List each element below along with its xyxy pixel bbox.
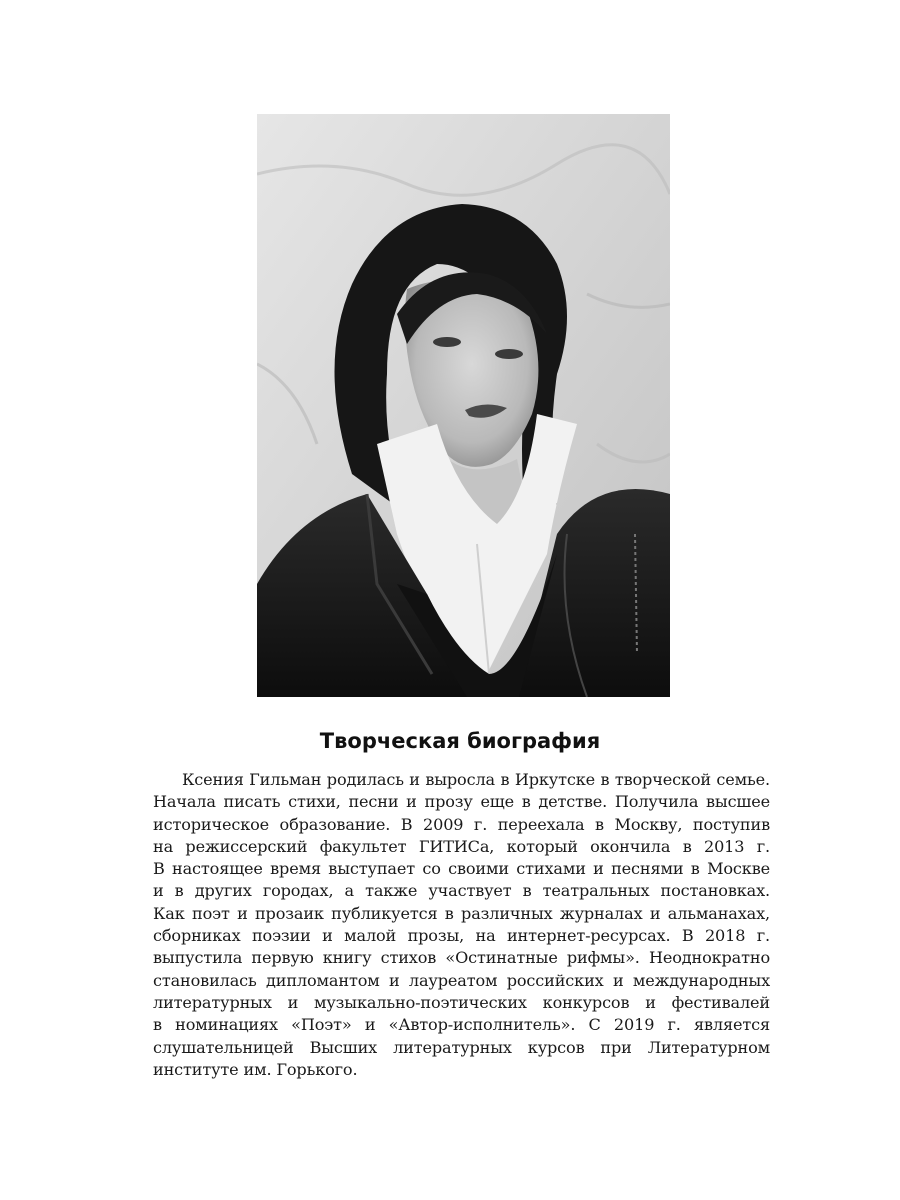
paragraph-line: становилась дипломантом и лауреатом российских и международных xyxy=(153,970,770,990)
paragraph-line: историческое образование. В 2009 г. переехала в Москву, поступив xyxy=(153,814,770,834)
paragraph-line: институте им. Горького. xyxy=(153,1059,358,1079)
paragraph-line: в номинациях «Поэт» и «Автор-исполнитель». С 2019 г. является xyxy=(153,1015,770,1035)
paragraph-line: литературных и музыкально-поэтических конкурсов и фестивалей xyxy=(153,992,770,1012)
paragraph-line: Ксения Гильман родилась и выросла в Иркутске в творческой семье. xyxy=(182,770,770,789)
paragraph-line: Как поэт и прозаик публикуется в различных журналах и альманахах, xyxy=(153,903,770,923)
paragraph-line: слушательницей Высших литературных курсов при Литературном xyxy=(153,1037,770,1057)
paragraph-line: выпустила первую книгу стихов «Остинатные рифмы». Неоднократно xyxy=(153,948,770,968)
paragraph-line: и в других городах, а также участвует в театральных постановках. xyxy=(153,881,770,901)
section-heading: Творческая биография xyxy=(319,729,601,753)
paragraph-line: В настоящее время выступает со своими стихами и песнями в Москве xyxy=(153,859,770,879)
portrait-photo-icon xyxy=(257,114,670,697)
paragraph-line: Начала писать стихи, песни и прозу еще в детстве. Получила высшее xyxy=(153,792,770,812)
author-portrait-photo xyxy=(257,114,670,697)
paragraph-line: сборниках поэзии и малой прозы, на интернет-ресурсах. В 2018 г. xyxy=(153,926,770,946)
paragraph-line: на режиссерский факультет ГИТИСа, который окончила в 2013 г. xyxy=(153,836,770,856)
biography-paragraph xyxy=(153,769,770,1081)
